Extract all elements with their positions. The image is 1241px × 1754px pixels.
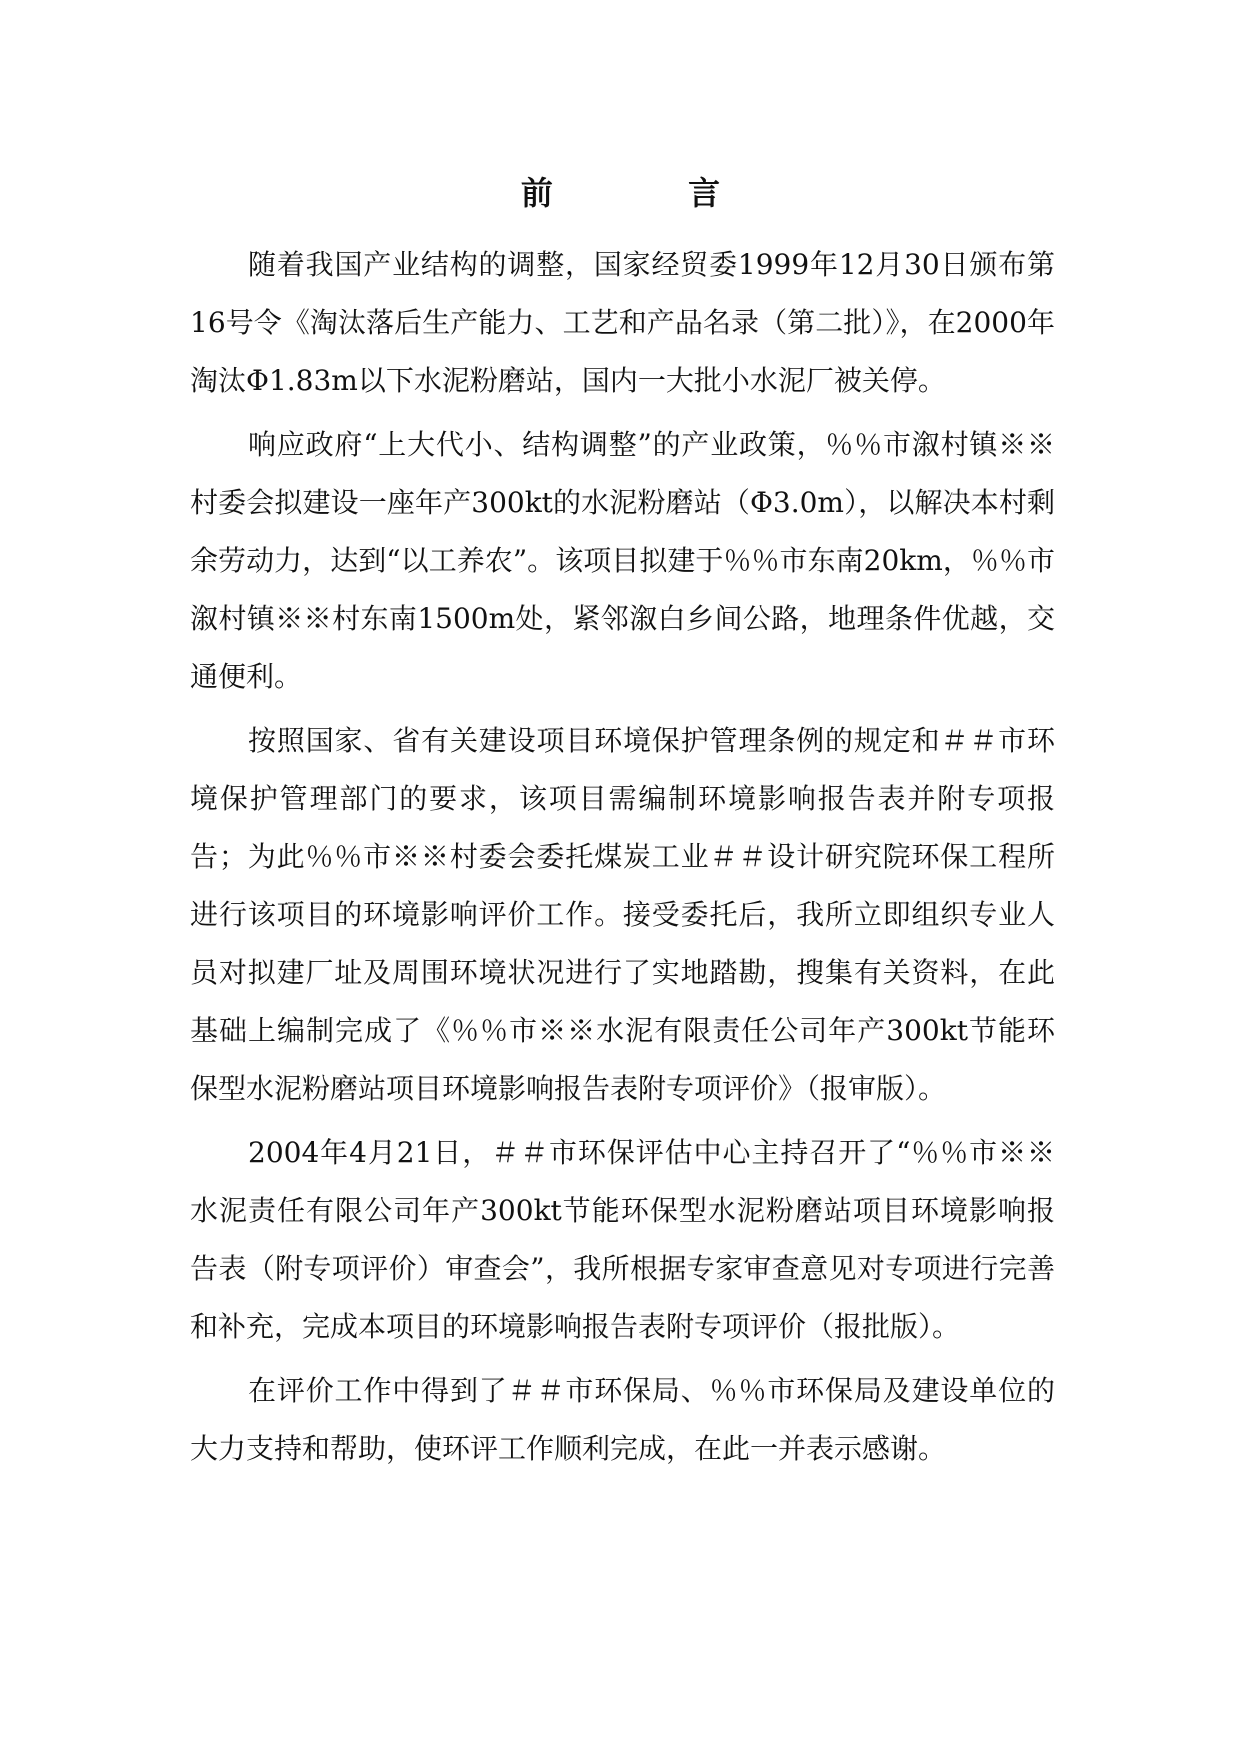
paragraph-4: 2004年4月21日，＃＃市环保评估中心主持召开了“％％市※※水泥责任有限公司年产300kt节能环保型水泥粉磨站项目环境影响报告表（附专项评价）审查会”，我所根据专家审查意见对专项进行完善和补充，完成本项目的环境影响报告表附专项评价（报批版）。: [190, 1136, 1055, 1343]
paragraph-1: 随着我国产业结构的调整，国家经贸委1999年12月30日颁布第16号令《淘汰落后生产能力、工艺和产品名录（第二批）》，在2000年淘汰Φ1.83m以下水泥粉磨站，国内一大批小水泥厂被关停。: [190, 248, 1055, 397]
paragraph-2: 响应政府“上大代小、结构调整”的产业政策，％％市溆村镇※※村委会拟建设一座年产300kt的水泥粉磨站（Φ3.0m），以解决本村剩余劳动力，达到“以工养农”。该项目拟建于％％市东南20km，％％市溆村镇※※村东南1500m处，紧邻溆白乡间公路，地理条件优越，交通便利。: [190, 428, 1055, 693]
body-text: [190, 236, 1055, 1484]
paragraph-3: 按照国家、省有关建设项目环境保护管理条例的规定和＃＃市环境保护管理部门的要求，该项目需编制环境影响报告表并附专项报告；为此％％市※※村委会委托煤炭工业＃＃设计研究院环保工程所进行该项目的环境影响评价工作。接受委托后，我所立即组织专业人员对拟建厂址及周围环境状况进行了实地踏勘，搜集有关资料，在此基础上编制完成了《％％市※※水泥有限责任公司年产300kt节能环保型水泥粉磨站项目环境影响报告表附专项评价》（报审版）。: [190, 724, 1055, 1105]
page-title: 前 言: [520, 174, 783, 212]
paragraph-5: 在评价工作中得到了＃＃市环保局、％％市环保局及建设单位的大力支持和帮助，使环评工作顺利完成，在此一并表示感谢。: [190, 1374, 1055, 1465]
